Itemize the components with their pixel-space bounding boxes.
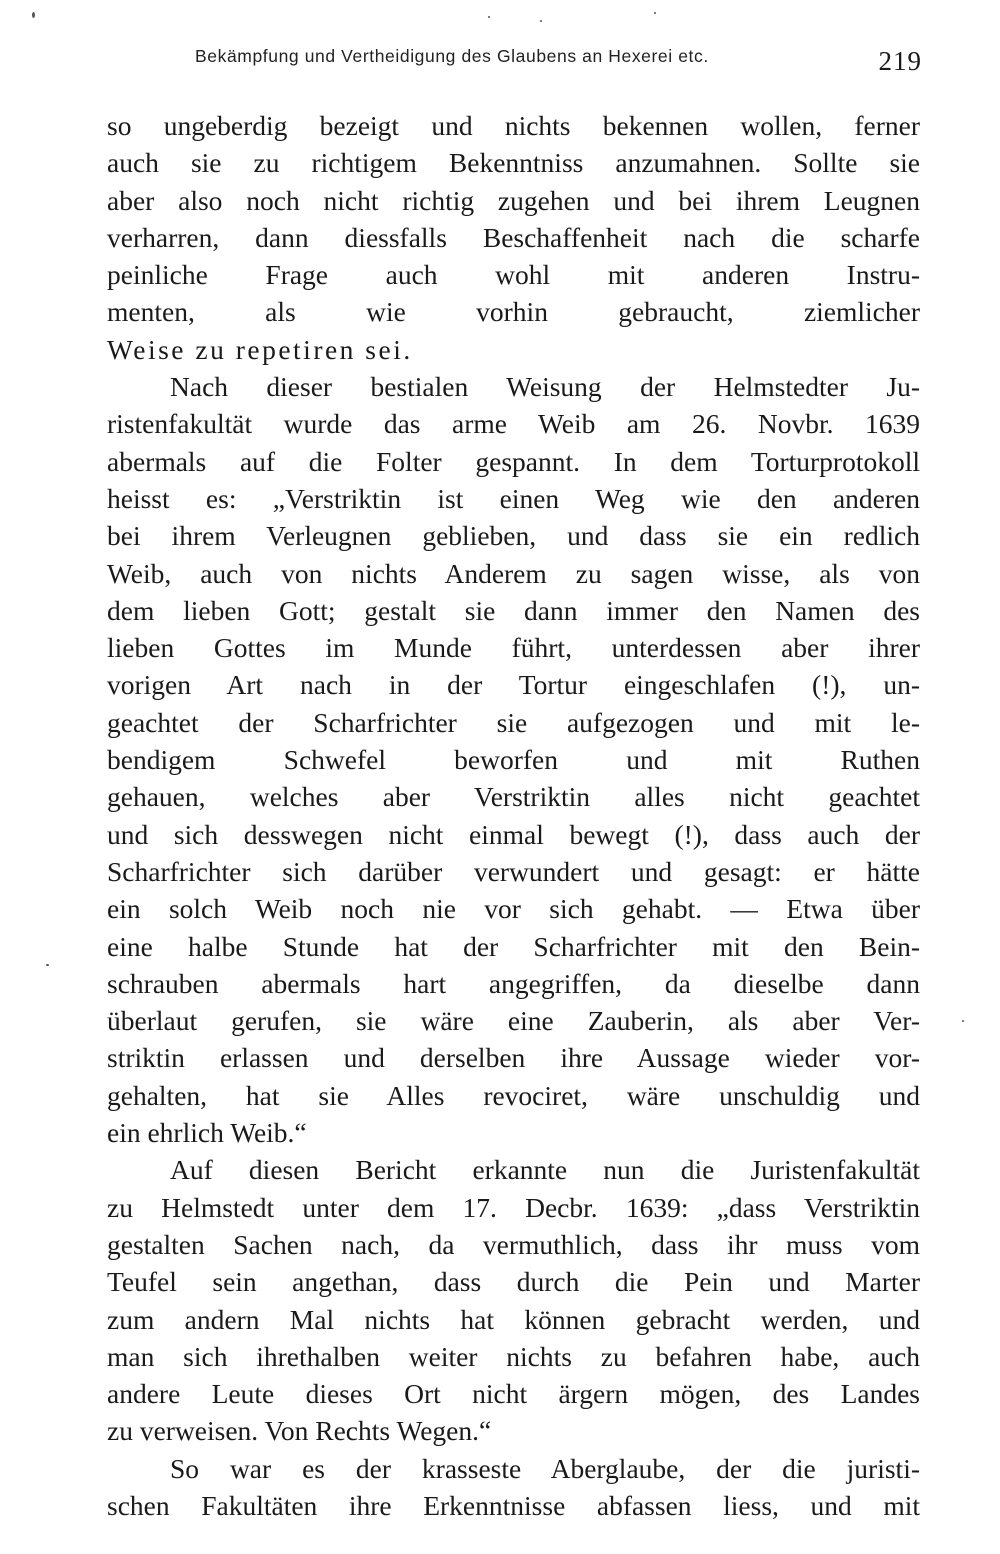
- body-text: [107, 107, 920, 1524]
- text-line: Weib, auch von nichts Anderem zu sagen wisse, als von: [107, 557, 920, 589]
- text-line: Nach dieser bestialen Weisung der Helmstedter Ju-: [170, 371, 920, 403]
- text-line: Auf diesen Bericht erkannte nun die Juristenfakultät: [170, 1154, 920, 1186]
- page-number: 219: [878, 46, 922, 76]
- scan-speck: [540, 20, 542, 22]
- text-line: auch sie zu richtigem Bekenntniss anzumahnen. Sollte sie: [107, 147, 920, 179]
- text-line: so ungeberdig bezeigt und nichts bekennen wollen, ferner: [107, 110, 920, 141]
- text-line: menten, als wie vorhin gebraucht, ziemlicher: [107, 296, 920, 328]
- text-line: zu Helmstedt unter dem 17. Decbr. 1639: „dass Verstriktin: [107, 1191, 920, 1223]
- page-header: [107, 42, 922, 82]
- text-line: schrauben abermals hart angegriffen, da dieselbe dann: [107, 967, 920, 999]
- text-line: andere Leute dieses Ort nicht ärgern mögen, des Landes: [107, 1378, 920, 1410]
- text-line: man sich ihrethalben weiter nichts zu befahren habe, auch: [107, 1340, 920, 1372]
- text-line: geachtet der Scharfrichter sie aufgezogen und mit le-: [107, 706, 920, 738]
- text-line: ein solch Weib noch nie vor sich gehabt. — Etwa über: [107, 893, 920, 925]
- text-line: lieben Gottes im Munde führt, unterdessen aber ihrer: [107, 632, 920, 664]
- scan-speck: [654, 12, 656, 14]
- text-line: dem lieben Gott; gestalt sie dann immer den Namen des: [107, 594, 920, 626]
- text-line: vorigen Art nach in der Tortur eingeschlafen (!), un-: [107, 669, 920, 701]
- text-line: gehauen, welches aber Verstriktin alles nicht geachtet: [107, 781, 920, 813]
- text-line: und sich desswegen nicht einmal bewegt (!), dass auch der: [107, 818, 920, 850]
- text-line: So war es der krasseste Aberglaube, der die juristi-: [170, 1452, 920, 1484]
- running-head: Bekämpfung und Vertheidigung des Glaubens an Hexerei etc.: [195, 46, 709, 66]
- text-line: zu verweisen. Von Rechts Wegen.“: [107, 1415, 492, 1447]
- text-line: überlaut gerufen, sie wäre eine Zauberin, als aber Ver-: [107, 1005, 920, 1037]
- scan-speck: [962, 1020, 964, 1022]
- scan-speck: [488, 16, 490, 18]
- text-line: bei ihrem Verleugnen geblieben, und dass sie ein redlich: [107, 520, 920, 552]
- text-line: peinliche Frage auch wohl mit anderen Instru-: [107, 259, 920, 291]
- text-line: striktin erlassen und derselben ihre Aussage wieder vor-: [107, 1042, 920, 1074]
- text-line: ein ehrlich Weib.“: [107, 1117, 307, 1149]
- text-line: Teufel sein angethan, dass durch die Pein und Marter: [107, 1266, 920, 1298]
- text-line: bendigem Schwefel beworfen und mit Ruthen: [107, 744, 920, 776]
- text-line: verharren, dann diessfalls Beschaffenheit nach die scharfe: [107, 221, 920, 253]
- text-line: Scharfrichter sich darüber verwundert und gesagt: er hätte: [107, 855, 920, 887]
- text-line: zum andern Mal nichts hat können gebracht werden, und: [107, 1303, 920, 1335]
- text-line: schen Fakultäten ihre Erkenntnisse abfassen liess, und mit: [107, 1489, 920, 1521]
- text-line: heisst es: „Verstriktin ist einen Weg wie den anderen: [107, 482, 920, 514]
- text-line: ristenfakultät wurde das arme Weib am 26. Novbr. 1639: [107, 408, 920, 440]
- text-line: gehalten, hat sie Alles revociret, wäre unschuldig und: [107, 1079, 920, 1111]
- text-line: Weise zu repetiren sei.: [107, 333, 413, 365]
- text-line: eine halbe Stunde hat der Scharfrichter mit den Bein-: [107, 930, 920, 962]
- text-line: aber also noch nicht richtig zugehen und bei ihrem Leugnen: [107, 184, 920, 216]
- scan-speck: [46, 964, 49, 966]
- scan-speck: [32, 12, 35, 18]
- text-line: abermals auf die Folter gespannt. In dem Torturprotokoll: [107, 445, 920, 477]
- text-line: gestalten Sachen nach, da vermuthlich, dass ihr muss vom: [107, 1228, 920, 1260]
